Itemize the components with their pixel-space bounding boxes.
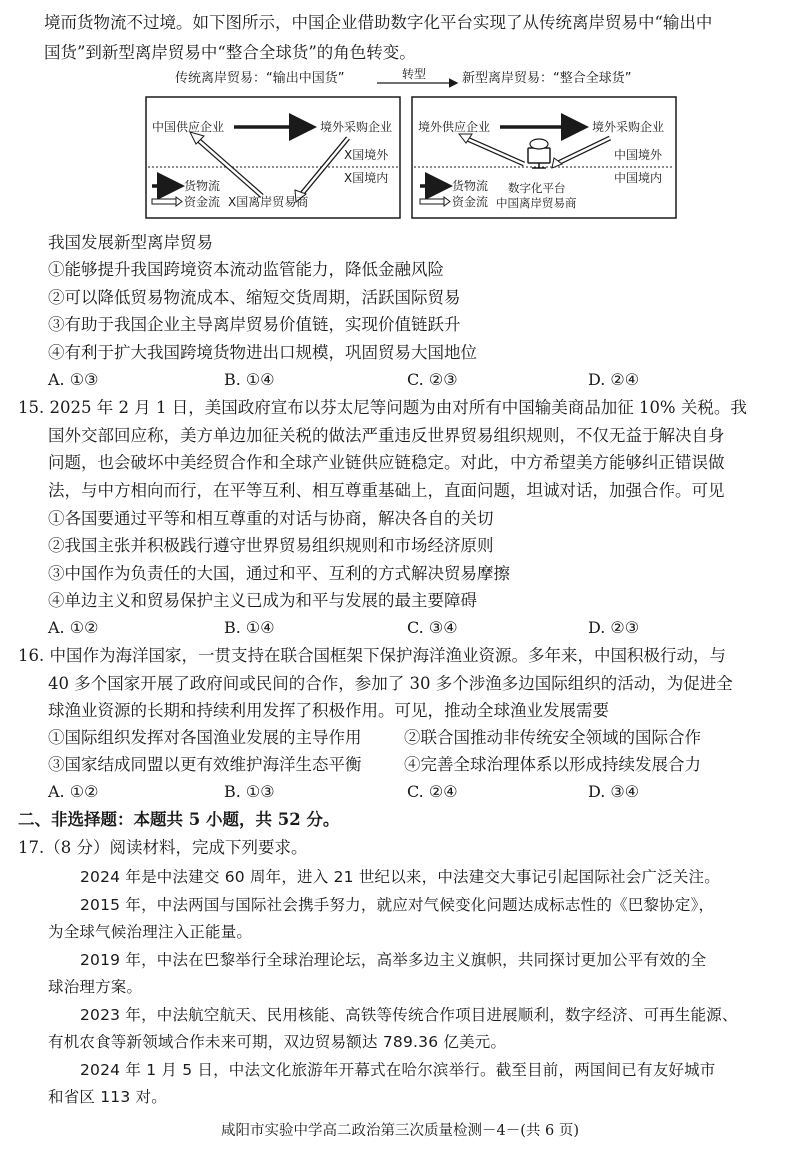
right-buyer: 境外采购企业 <box>592 120 665 134</box>
page-footer: 咸阳市实验中学高二政治第三次质量检测－4－(共 6 页) <box>221 1123 579 1139</box>
right-china-inside: 中国境内 <box>614 171 663 185</box>
left-legend-fund: 资金流 <box>184 195 221 209</box>
left-x-inside: X国境内 <box>344 171 389 185</box>
q15-option-b[interactable]: B. ①④ <box>224 618 275 637</box>
q14-option-d[interactable]: D. ②④ <box>588 370 640 389</box>
q16-option-c[interactable]: C. ②④ <box>407 782 458 801</box>
right-legend-goods: 货物流 <box>452 179 489 193</box>
diagram-left-title: 传统离岸贸易：“输出中国货” <box>175 71 345 86</box>
q15-item-2: ②我国主张并积极践行遵守世界贸易组织规则和市场经济原则 <box>48 536 494 555</box>
q17-material-line-6: 2023 年，中法航空航天、民用核能、高铁等传统合作项目进展顺利，数字经济、可再生能源、 <box>80 1006 738 1024</box>
q15-item-1: ①各国要通过平等和相互尊重的对话与协商，解决各自的关切 <box>48 509 494 528</box>
right-trader-label: 中国离岸贸易商 <box>496 196 577 210</box>
q15-line-1: 15. 2025 年 2 月 1 日，美国政府宣布以芬太尼等问题为由对所有中国输美商品加征 10% 关税。我 <box>18 398 747 417</box>
q16-line-2: 40 多个国家开展了政府间或民间的合作，参加了 30 多个涉渔多边国际组织的活动，为促进全 <box>48 674 733 693</box>
q15-option-d[interactable]: D. ②③ <box>588 618 640 637</box>
q15-item-3: ③中国作为负责任的大国，通过和平、互利的方式解决贸易摩擦 <box>48 564 510 583</box>
left-supplier: 中国供应企业 <box>152 120 225 134</box>
digital-platform-icon <box>528 139 550 168</box>
left-x-outside: X国境外 <box>344 148 389 162</box>
q16-item-2: ②联合国推动非传统安全领域的国际合作 <box>404 728 701 747</box>
q14-item-1: ①能够提升我国跨境资本流动监管能力，降低金融风险 <box>48 260 444 279</box>
q14-item-3: ③有助于我国企业主导离岸贸易价值链，实现价值链跃升 <box>48 315 461 334</box>
q16-line-3: 球渔业资源的长期和持续利用发挥了积极作用。可见，推动全球渔业发展需要 <box>48 701 609 720</box>
q15-item-4: ④单边主义和贸易保护主义已成为和平与发展的最主要障碍 <box>48 591 477 610</box>
q17-material-line-2: 2015 年，中法两国与国际社会携手努力，就应对气候变化问题达成标志性的《巴黎协定》， <box>80 896 715 914</box>
q16-item-3: ③国家结成同盟以更有效维护海洋生态平衡 <box>48 755 362 774</box>
q16-option-d[interactable]: D. ③④ <box>588 782 640 801</box>
q15-option-a[interactable]: A. ①② <box>48 618 99 637</box>
left-legend-goods: 货物流 <box>184 179 221 193</box>
q16-item-4: ④完善全球治理体系以形成持续发展合力 <box>404 755 701 774</box>
q17-material-line-7: 有机农食等新领域合作未来可期，双边贸易额达 789.36 亿美元。 <box>48 1033 507 1051</box>
right-platform-label: 数字化平台 <box>508 181 566 195</box>
q17-material-line-9: 和省区 113 对。 <box>48 1088 167 1106</box>
q17-material-line-8: 2024 年 1 月 5 日，中法文化旅游年开幕式在哈尔滨举行。截至目前，两国间已有友好城市 <box>80 1061 716 1079</box>
q15-line-3: 问题，也会破坏中美经贸合作和全球产业链供应链稳定。对此，中方希望美方能够纠正错误做 <box>48 453 725 472</box>
q17-material-line-1: 2024 年是中法建交 60 周年，进入 21 世纪以来，中法建交大事记引起国际社会广泛关注。 <box>80 868 720 886</box>
q15-line-2: 国外交部回应称，美方单边加征关税的做法严重违反世界贸易组织规则，不仅无益于解决自身 <box>48 426 725 445</box>
q14-option-c[interactable]: C. ②③ <box>407 370 458 389</box>
diagram-transition-label: 转型 <box>402 68 427 81</box>
q14-item-2: ②可以降低贸易物流成本、缩短交货周期，活跃国际贸易 <box>48 288 461 307</box>
q16-option-b[interactable]: B. ①③ <box>224 782 275 801</box>
q17-material-line-5: 球治理方案。 <box>48 978 143 996</box>
left-buyer: 境外采购企业 <box>320 120 393 134</box>
q14-option-a[interactable]: A. ①③ <box>48 370 99 389</box>
q17-head: 17.（8 分）阅读材料，完成下列要求。 <box>18 838 308 857</box>
q16-option-a[interactable]: A. ①② <box>48 782 99 801</box>
section-2-heading: 二、非选择题：本题共 5 小题，共 52 分。 <box>18 810 340 829</box>
right-legend-fund-arrow <box>420 199 444 204</box>
q16-item-1: ①国际组织发挥对各国渔业发展的主导作用 <box>48 728 362 747</box>
q14-option-b[interactable]: B. ①④ <box>224 370 275 389</box>
right-supplier: 境外供应企业 <box>418 120 491 134</box>
left-legend-fund-arrow <box>152 199 176 204</box>
q17-material-line-3: 为全球气候治理注入正能量。 <box>48 923 253 941</box>
right-legend-fund: 资金流 <box>452 195 489 209</box>
q14-stem: 我国发展新型离岸贸易 <box>48 233 213 252</box>
left-trader: X国离岸贸易商 <box>228 195 309 209</box>
intro-line-2: 国货”到新型离岸贸易中“整合全球货”的角色转变。 <box>44 43 416 62</box>
q16-line-1: 16. 中国作为海洋国家，一贯支持在联合国框架下保护海洋渔业资源。多年来，中国积极行动，与 <box>18 646 726 665</box>
q17-material-line-4: 2019 年，中法在巴黎举行全球治理论坛，高举多边主义旗帜，共同探讨更加公平有效的全 <box>80 951 707 969</box>
intro-line-1: 境而货物流不过境。如下图所示，中国企业借助数字化平台实现了从传统离岸贸易中“输出中 <box>44 13 713 32</box>
q15-option-c[interactable]: C. ③④ <box>407 618 458 637</box>
diagram-right-title: 新型离岸贸易：“整合全球货” <box>462 71 632 86</box>
q14-item-4: ④有利于扩大我国跨境货物进出口规模，巩固贸易大国地位 <box>48 343 477 362</box>
q15-line-4: 法，与中方相向而行，在平等互利、相互尊重基础上，直面问题，坦诚对话，加强合作。可见 <box>48 481 725 500</box>
trade-transition-diagram <box>140 68 680 220</box>
right-china-outside: 中国境外 <box>614 148 663 162</box>
